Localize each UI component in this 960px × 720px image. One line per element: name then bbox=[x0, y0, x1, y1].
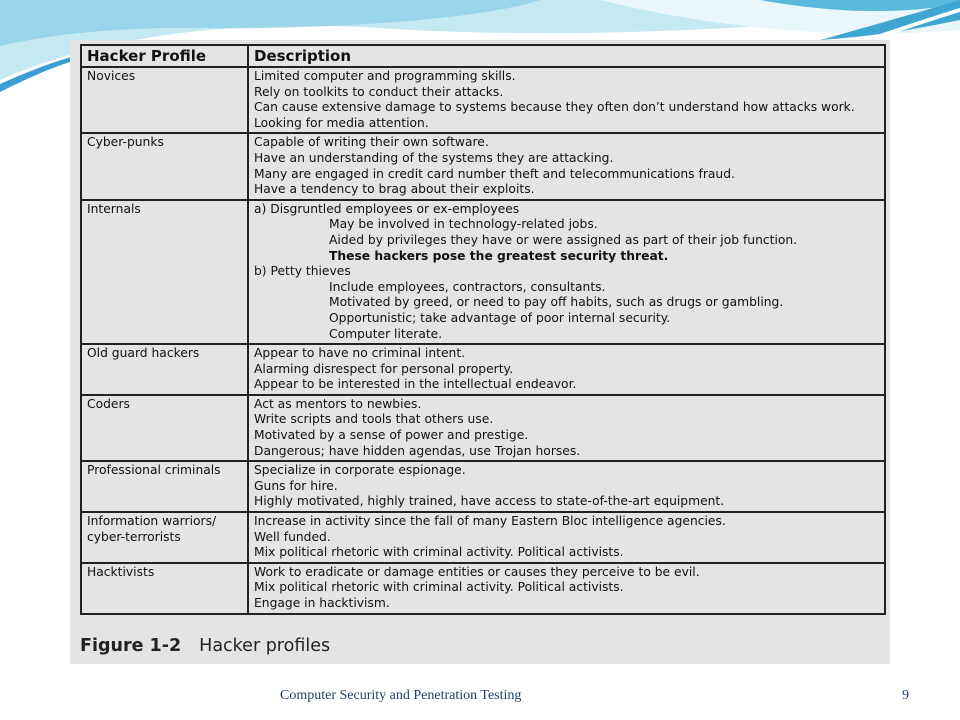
description-line: b) Petty thieves bbox=[254, 264, 351, 279]
table-row bbox=[81, 395, 885, 461]
description-cell bbox=[248, 512, 885, 563]
profile-name: Old guard hackers bbox=[87, 346, 200, 361]
table-row bbox=[81, 344, 885, 395]
description-line: These hackers pose the greatest security threat. bbox=[329, 248, 669, 263]
table-row bbox=[81, 461, 885, 512]
profile-name: Cyber-punks bbox=[87, 135, 164, 150]
profile-cell bbox=[81, 133, 248, 199]
description-line: Highly motivated, highly trained, have access to state-of-the-art equipment. bbox=[254, 494, 725, 509]
profile-cell bbox=[81, 461, 248, 512]
description-line: Appear to be interested in the intellectual endeavor. bbox=[254, 377, 577, 392]
description-line: Appear to have no criminal intent. bbox=[254, 346, 466, 361]
description-line: Increase in activity since the fall of many Eastern Bloc intelligence agencies. bbox=[254, 514, 726, 529]
figure-caption bbox=[80, 636, 330, 656]
description-cell bbox=[248, 344, 885, 395]
description-line: Dangerous; have hidden agendas, use Trojan horses. bbox=[254, 443, 581, 458]
description-line: Alarming disrespect for personal property. bbox=[254, 361, 513, 376]
description-line: Mix political rhetoric with criminal activity. Political activists. bbox=[254, 545, 624, 560]
table-body bbox=[81, 67, 885, 614]
description-line: Limited computer and programming skills. bbox=[254, 69, 516, 83]
description-line: a) Disgruntled employees or ex-employees bbox=[254, 201, 520, 216]
profile-cell bbox=[81, 512, 248, 563]
description-line: Looking for media attention. bbox=[254, 115, 429, 130]
profile-cell bbox=[81, 344, 248, 395]
profile-name: Internals bbox=[87, 201, 141, 216]
description-line: Capable of writing their own software. bbox=[254, 135, 489, 150]
table-header-row bbox=[81, 45, 885, 67]
figure-panel bbox=[70, 40, 890, 664]
figure-number: Figure 1-2 bbox=[80, 636, 182, 656]
description-cell bbox=[248, 67, 885, 133]
description-line: May be involved in technology-related jobs. bbox=[329, 217, 598, 232]
profile-name: cyber-terrorists bbox=[87, 529, 181, 544]
description-cell bbox=[248, 395, 885, 461]
table-row bbox=[81, 67, 885, 133]
description-cell bbox=[248, 461, 885, 512]
column-header-description: Description bbox=[248, 45, 885, 67]
description-line: Guns for hire. bbox=[254, 478, 338, 493]
table-row bbox=[81, 563, 885, 614]
table-row bbox=[81, 200, 885, 344]
profile-cell bbox=[81, 200, 248, 344]
description-line: Can cause extensive damage to systems because they often don’t understand how attacks work. bbox=[254, 100, 855, 115]
figure-title: Hacker profiles bbox=[199, 636, 331, 656]
description-line: Work to eradicate or damage entities or causes they perceive to be evil. bbox=[254, 564, 700, 579]
page-number: 9 bbox=[902, 688, 909, 703]
description-line: Motivated by a sense of power and prestige. bbox=[254, 428, 529, 443]
description-line: Write scripts and tools that others use. bbox=[254, 412, 494, 427]
description-line: Engage in hacktivism. bbox=[254, 596, 390, 610]
profile-name: Coders bbox=[87, 396, 130, 411]
profile-cell bbox=[81, 563, 248, 614]
profile-name: Professional criminals bbox=[87, 463, 221, 478]
description-line: Act as mentors to newbies. bbox=[254, 396, 422, 411]
profile-cell bbox=[81, 395, 248, 461]
description-line: Well funded. bbox=[254, 529, 331, 544]
description-line: Aided by privileges they have or were assigned as part of their job function. bbox=[329, 232, 798, 247]
description-line: Opportunistic; take advantage of poor internal security. bbox=[329, 310, 671, 325]
description-line: Have a tendency to brag about their exploits. bbox=[254, 182, 535, 197]
profile-name: Novices bbox=[87, 69, 136, 83]
profile-name: Hacktivists bbox=[87, 564, 155, 579]
description-line: Many are engaged in credit card number theft and telecommunications fraud. bbox=[254, 166, 735, 181]
description-line: Rely on toolkits to conduct their attacks. bbox=[254, 84, 504, 99]
description-line: Mix political rhetoric with criminal activity. Political activists. bbox=[254, 580, 624, 595]
description-cell bbox=[248, 133, 885, 199]
profile-name: Information warriors/ bbox=[87, 514, 217, 529]
description-cell bbox=[248, 200, 885, 344]
table-row bbox=[81, 133, 885, 199]
description-line: Have an understanding of the systems they are attacking. bbox=[254, 150, 614, 165]
hacker-profiles-table bbox=[80, 44, 886, 615]
description-line: Computer literate. bbox=[329, 326, 443, 341]
profile-cell bbox=[81, 67, 248, 133]
footer-title: Computer Security and Penetration Testing bbox=[280, 688, 522, 703]
column-header-profile: Hacker Profile bbox=[81, 45, 248, 67]
description-line: Specialize in corporate espionage. bbox=[254, 463, 466, 478]
description-line: Motivated by greed, or need to pay off habits, such as drugs or gambling. bbox=[329, 295, 784, 310]
table-row bbox=[81, 512, 885, 563]
description-line: Include employees, contractors, consultants. bbox=[329, 279, 606, 294]
description-cell bbox=[248, 563, 885, 614]
